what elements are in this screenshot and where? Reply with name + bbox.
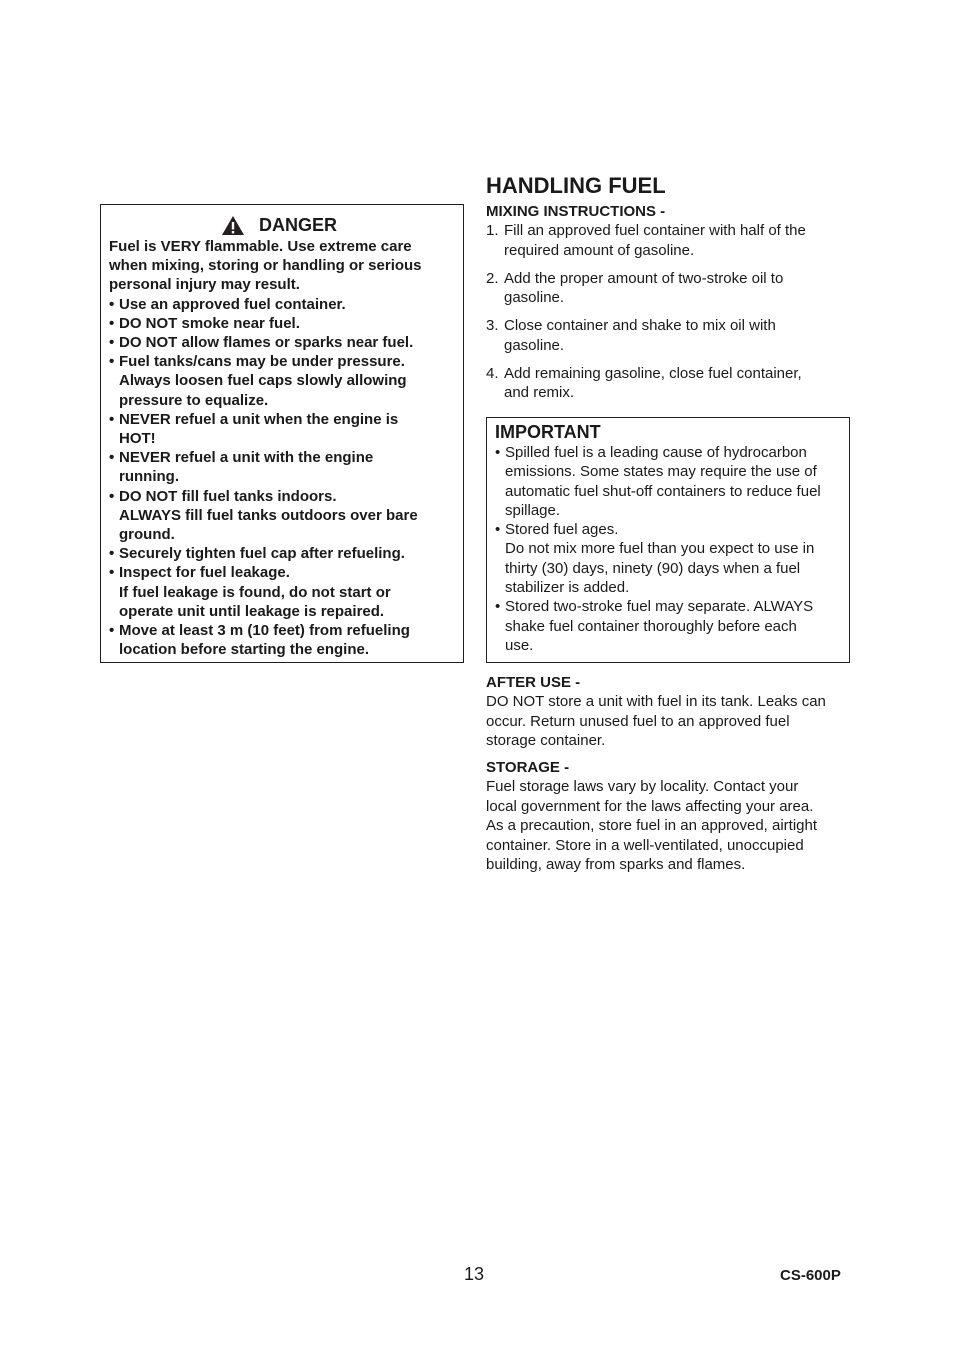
danger-item-text: Move at least 3 m (10 feet) from refueling xyxy=(119,622,410,640)
danger-item-text: DO NOT smoke near fuel. xyxy=(119,314,300,332)
danger-item xyxy=(109,295,455,314)
danger-item-text: location before starting the engine. xyxy=(119,641,370,659)
danger-item-text: HOT! xyxy=(119,430,156,448)
important-item-text: use. xyxy=(505,636,534,654)
step-text: required amount of gasoline. xyxy=(504,241,695,259)
important-title: IMPORTANT xyxy=(495,422,601,442)
storage-line: As a precaution, store fuel in an approved, airtight xyxy=(486,817,818,834)
step-number: 2. xyxy=(486,269,499,287)
step-text: Add remaining gasoline, close fuel container, xyxy=(504,364,802,382)
important-item-text: Spilled fuel is a leading cause of hydrocarbon xyxy=(505,444,807,461)
important-item xyxy=(495,597,841,655)
bullet: • xyxy=(109,295,115,313)
bullet: • xyxy=(109,334,115,352)
storage-heading: STORAGE - xyxy=(486,759,570,776)
important-box xyxy=(486,417,850,663)
after-use-heading: AFTER USE - xyxy=(486,674,581,691)
danger-intro-line: when mixing, storing or handling or serious xyxy=(109,257,422,275)
danger-item-text: Always loosen fuel caps slowly allowing xyxy=(119,372,407,390)
danger-item xyxy=(109,333,455,352)
bullet: • xyxy=(495,521,501,539)
bullet: • xyxy=(109,487,115,505)
model-code: CS-600P xyxy=(780,1267,841,1284)
danger-item-text: NEVER refuel a unit with the engine xyxy=(119,449,374,467)
danger-box xyxy=(100,204,464,663)
important-item-text: Stored two-stroke fuel may separate. ALWAYS xyxy=(505,598,814,616)
important-item-text: thirty (30) days, ninety (90) days when a fuel xyxy=(505,559,801,577)
important-item-text: Do not mix more fuel than you expect to use in xyxy=(505,540,815,558)
mixing-step xyxy=(486,364,850,403)
step-number: 3. xyxy=(486,317,499,334)
bullet: • xyxy=(495,598,501,616)
bullet: • xyxy=(495,444,501,461)
danger-item-text: DO NOT allow flames or sparks near fuel. xyxy=(119,334,414,352)
danger-item-text: Inspect for fuel leakage. xyxy=(119,564,290,582)
danger-item xyxy=(109,621,455,659)
danger-item xyxy=(109,448,455,486)
danger-item xyxy=(109,314,455,333)
step-text: Fill an approved fuel container with half of the xyxy=(504,222,806,239)
step-text: gasoline. xyxy=(504,289,565,306)
storage-line: local government for the laws affecting your area. xyxy=(486,797,814,815)
mixing-step xyxy=(486,316,850,355)
danger-item-text: If fuel leakage is found, do not start or xyxy=(119,583,391,601)
important-item-text: automatic fuel shut-off containers to reduce fuel xyxy=(505,482,821,500)
bullet: • xyxy=(109,410,115,428)
step-number: 4. xyxy=(486,364,499,382)
bullet: • xyxy=(109,564,115,582)
after-use-section xyxy=(486,673,850,751)
danger-item xyxy=(109,544,455,563)
danger-list xyxy=(109,295,455,660)
important-item-text: spillage. xyxy=(505,501,561,519)
important-item-text: Stored fuel ages. xyxy=(505,521,619,539)
danger-item-text: Fuel tanks/cans may be under pressure. xyxy=(119,353,405,371)
mixing-instructions-heading: MIXING INSTRUCTIONS - xyxy=(486,203,666,220)
bullet: • xyxy=(109,545,115,563)
danger-intro-line: personal injury may result. xyxy=(109,276,300,294)
danger-title: DANGER xyxy=(259,214,338,235)
danger-item-text: Use an approved fuel container. xyxy=(119,295,346,313)
bullet: • xyxy=(109,353,115,371)
mixing-step xyxy=(486,221,850,260)
bullet: • xyxy=(109,314,115,332)
danger-item-text: DO NOT fill fuel tanks indoors. xyxy=(119,487,337,505)
after-use-line: storage container. xyxy=(486,732,606,749)
danger-item-text: Securely tighten fuel cap after refueling. xyxy=(119,545,405,563)
handling-fuel-section xyxy=(486,172,850,411)
danger-item-text: ground. xyxy=(119,526,175,544)
warning-icon xyxy=(221,215,245,236)
storage-line: container. Store in a well-ventilated, unoccupied xyxy=(486,836,804,854)
danger-item-text: NEVER refuel a unit when the engine is xyxy=(119,410,399,428)
bullet: • xyxy=(109,449,115,467)
after-use-line: occur. Return unused fuel to an approved fuel xyxy=(486,712,790,730)
danger-item xyxy=(109,563,455,621)
storage-section xyxy=(486,758,850,875)
danger-item-text: ALWAYS fill fuel tanks outdoors over bare xyxy=(119,506,418,524)
important-item-text: shake fuel container thoroughly before each xyxy=(505,617,797,635)
important-item xyxy=(495,520,841,597)
important-item-text: stabilizer is added. xyxy=(505,579,630,597)
important-item xyxy=(495,443,841,520)
danger-heading xyxy=(221,214,455,236)
storage-line: building, away from sparks and flames. xyxy=(486,856,746,873)
page-number: 13 xyxy=(464,1264,485,1284)
step-text: Close container and shake to mix oil with xyxy=(504,317,776,334)
danger-item xyxy=(109,352,455,410)
step-text: and remix. xyxy=(504,384,575,401)
danger-item-text: running. xyxy=(119,468,179,486)
step-number: 1. xyxy=(486,222,499,239)
danger-item xyxy=(109,487,455,545)
storage-line: Fuel storage laws vary by locality. Contact your xyxy=(486,778,799,795)
bullet: • xyxy=(109,622,115,640)
danger-intro xyxy=(109,237,455,295)
danger-item-text: operate unit until leakage is repaired. xyxy=(119,602,385,620)
step-text: Add the proper amount of two-stroke oil to xyxy=(504,269,784,287)
danger-item xyxy=(109,410,455,448)
page-title: HANDLING FUEL xyxy=(486,173,666,198)
danger-item-text: pressure to equalize. xyxy=(119,391,269,409)
mixing-step xyxy=(486,269,850,308)
after-use-line: DO NOT store a unit with fuel in its tank. Leaks can xyxy=(486,693,826,710)
after-use-text xyxy=(486,692,850,751)
storage-text xyxy=(486,777,850,875)
important-item-text: emissions. Some states may require the use of xyxy=(505,463,817,481)
important-list xyxy=(495,443,841,655)
step-text: gasoline. xyxy=(504,336,565,354)
danger-intro-line: Fuel is VERY flammable. Use extreme care xyxy=(109,238,412,255)
mixing-steps xyxy=(486,221,850,403)
